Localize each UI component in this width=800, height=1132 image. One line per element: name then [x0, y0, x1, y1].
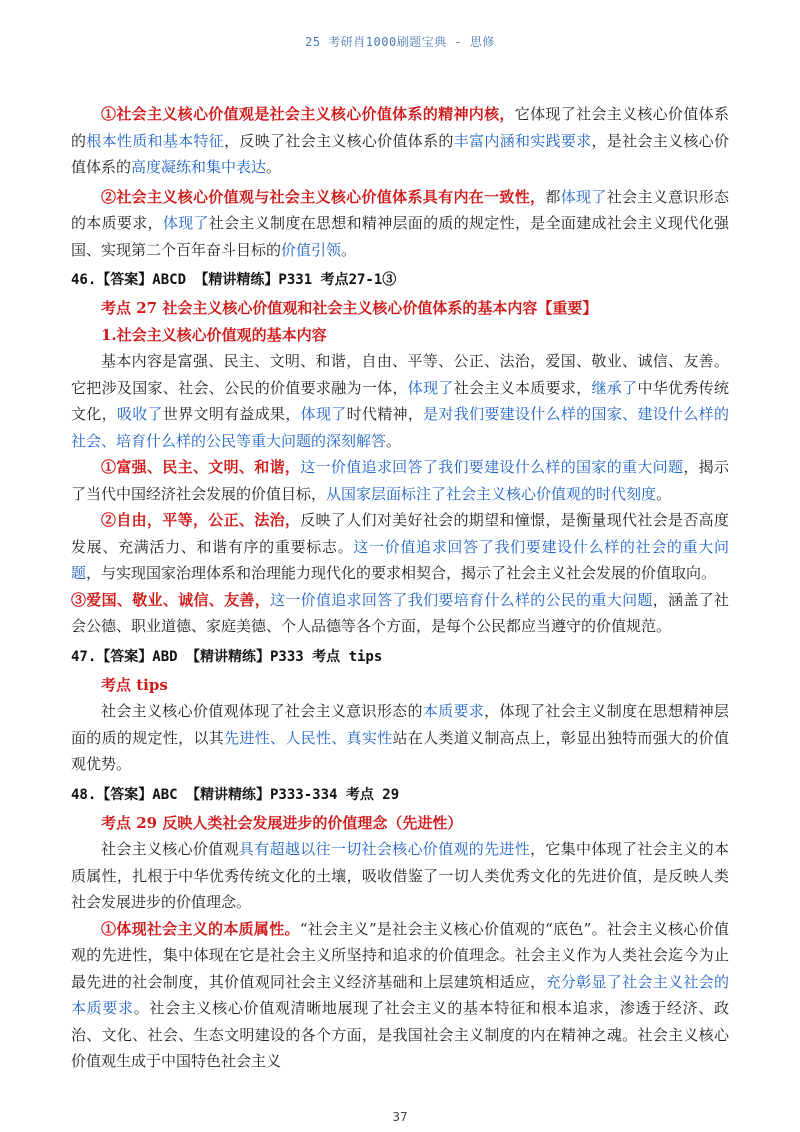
blue-highlight: 体现了	[300, 405, 347, 423]
answer-line-47: 47.【答案】ABD 【精讲精练】P333 考点 tips	[71, 648, 383, 665]
page-content	[71, 101, 729, 1075]
blue-highlight: 体现了	[162, 214, 209, 232]
body-text: 反映了人们对美好社会的期望和憧憬，是衡量现代社会是否高度发展、充满活力、和谐有序的重要标志。	[71, 511, 729, 556]
body-text: 站在人类道义制高点上，彰显出独特而强大的价值观优势。	[71, 728, 729, 773]
paragraph	[71, 454, 729, 507]
red-bold-text: ①社会主义核心价值观是社会主义核心价值体系的精神内核，	[101, 105, 515, 123]
blue-highlight: 这一价值追求回答了我们要培育什么样的公民的重大问题	[270, 590, 653, 609]
body-text: 。社会主义核心价值观清晰地展现了社会主义的基本特征和根本追求，渗透于经济、政治、文化、社会、生态文明建设的各个方面，是我国社会主义制度的内在精神之魂。社会主义核心价值观生成于中国特色社会主义	[71, 999, 729, 1070]
paragraph	[71, 698, 729, 778]
answer-line-46: 46.【答案】ABCD 【精讲精练】P331 考点27-1③	[71, 272, 397, 288]
body-text: ，是社会主义核心价值体系的	[71, 131, 729, 176]
blue-highlight: 具有超越以往一切社会核心价值观的先进性	[238, 840, 531, 858]
red-bold-text: ①体现社会主义的本质属性。	[101, 919, 300, 938]
body-text: 中华优秀传统文化，	[71, 378, 729, 423]
blue-highlight: 高度凝练和集中表达	[131, 158, 267, 176]
page-number: 37	[392, 1110, 408, 1124]
section-subheading: 1.社会主义核心价值观的基本内容	[101, 325, 327, 344]
paragraph	[71, 587, 729, 640]
body-text: 。	[656, 484, 672, 503]
body-text: 社会主义制度在思想和精神层面的质的规定性，是全面建成社会主义现代化强国、实现第二个百年奋斗目标的	[71, 214, 729, 259]
page-header: 25 考研肖1000刷题宝典 - 思修	[305, 35, 495, 49]
body-text: “社会主义”是社会主义核心价值观的“底色”。社会主义核心价值观的先进性，集中体现在它是社会主义所坚持和追求的价值理念。社会主义作为人类社会迄今为止最先进的社会制度，其价值观同社会主义经济基础和上层建筑相适应，	[71, 919, 729, 991]
body-text: ，与实现国家治理体系和治理能力现代化的要求相契合，揭示了社会主义社会发展的价值取向。	[86, 564, 717, 582]
blue-highlight: 从国家层面标注了社会主义核心价值观的时代刻度	[326, 484, 657, 503]
blue-highlight: 充分彰显了社会主义社会的本质要求	[71, 972, 729, 1017]
red-bold-text: ③爱国、敬业、诚信、友善，	[71, 590, 271, 609]
blue-highlight: 本质要求	[422, 702, 485, 720]
paragraph	[71, 348, 729, 454]
blue-highlight: 吸收了	[116, 405, 163, 423]
paragraph	[71, 507, 729, 587]
body-text: 。	[386, 431, 402, 450]
blue-highlight: 先进性、人民性、真实性	[224, 728, 393, 747]
body-text: 。	[266, 158, 282, 176]
paragraph	[71, 184, 729, 264]
blue-highlight: 继承了	[591, 378, 638, 397]
blue-highlight: 体现了	[407, 378, 454, 397]
red-bold-text: ②自由，平等，公正、法治，	[101, 511, 301, 529]
blue-highlight: 这一价值追求回答了我们要建设什么样的社会的重大问题	[71, 537, 729, 582]
body-text: 它体现了社会主义核心价值体系的	[71, 105, 729, 150]
blue-highlight: 是对我们要建设什么样的国家、建设什么样的社会、培育什么样的公民等重大问题的深刻解答	[71, 405, 729, 450]
body-text: 基本内容是富强、民主、文明、和谐，自由、平等、公正、法治，爱国、敬业、诚信、友善。它把涉及国家、社会、公民的价值要求融为一体，	[71, 352, 729, 397]
paragraph	[71, 836, 729, 916]
red-bold-text: ②社会主义核心价值观与社会主义核心价值体系具有内在一致性，	[101, 187, 546, 206]
blue-highlight: 根本性质和基本特征	[86, 131, 225, 150]
blue-highlight: 这一价值追求回答了我们要建设什么样的国家的重大问题	[300, 458, 684, 476]
body-text: 时代精神，	[346, 405, 424, 423]
section-heading: 考点 27 社会主义核心价值观和社会主义核心价值体系的基本内容【重要】	[101, 299, 598, 317]
section-heading: 考点 29 反映人类社会发展进步的价值理念（先进性）	[101, 813, 463, 832]
body-text: ，反映了社会主义核心价值体系的	[224, 131, 454, 150]
blue-highlight: 体现了	[560, 187, 607, 206]
section-heading: 考点 tips	[101, 675, 168, 694]
body-text: ，揭示了当代中国经济社会发展的价值目标，	[71, 458, 729, 503]
red-bold-text: ①富强、民主、文明、和谐，	[101, 458, 301, 476]
body-text: 世界文明有益成果，	[162, 405, 301, 423]
paragraph	[71, 101, 729, 181]
body-text: 。	[341, 240, 357, 259]
body-text: 社会主义意识形态的本质要求，	[71, 187, 729, 232]
body-text: 社会主义核心价值观	[101, 840, 239, 858]
paragraph	[71, 916, 729, 1075]
blue-highlight: 价值引领	[281, 240, 342, 259]
body-text: ，体现了社会主义制度在思想精神层面的质的规定性，以其	[71, 702, 729, 747]
body-text: ，它集中体现了社会主义的本质属性，扎根于中华优秀传统文化的土壤，吸收借鉴了一切人类优秀文化的先进价值，是反映人类社会发展进步的价值理念。	[71, 840, 729, 911]
body-text: ，涵盖了社会公德、职业道德、家庭美德、个人品德等各个方面，是每个公民都应当遵守的价值规范。	[71, 590, 729, 635]
body-text: 都	[545, 187, 561, 206]
blue-highlight: 丰富内涵和实践要求	[453, 131, 592, 150]
body-text: 社会主义核心价值观体现了社会主义意识形态的	[101, 702, 423, 720]
answer-line-48: 48.【答案】ABC 【精讲精练】P333-334 考点 29	[71, 786, 400, 803]
body-text: 社会主义本质要求，	[453, 378, 592, 397]
